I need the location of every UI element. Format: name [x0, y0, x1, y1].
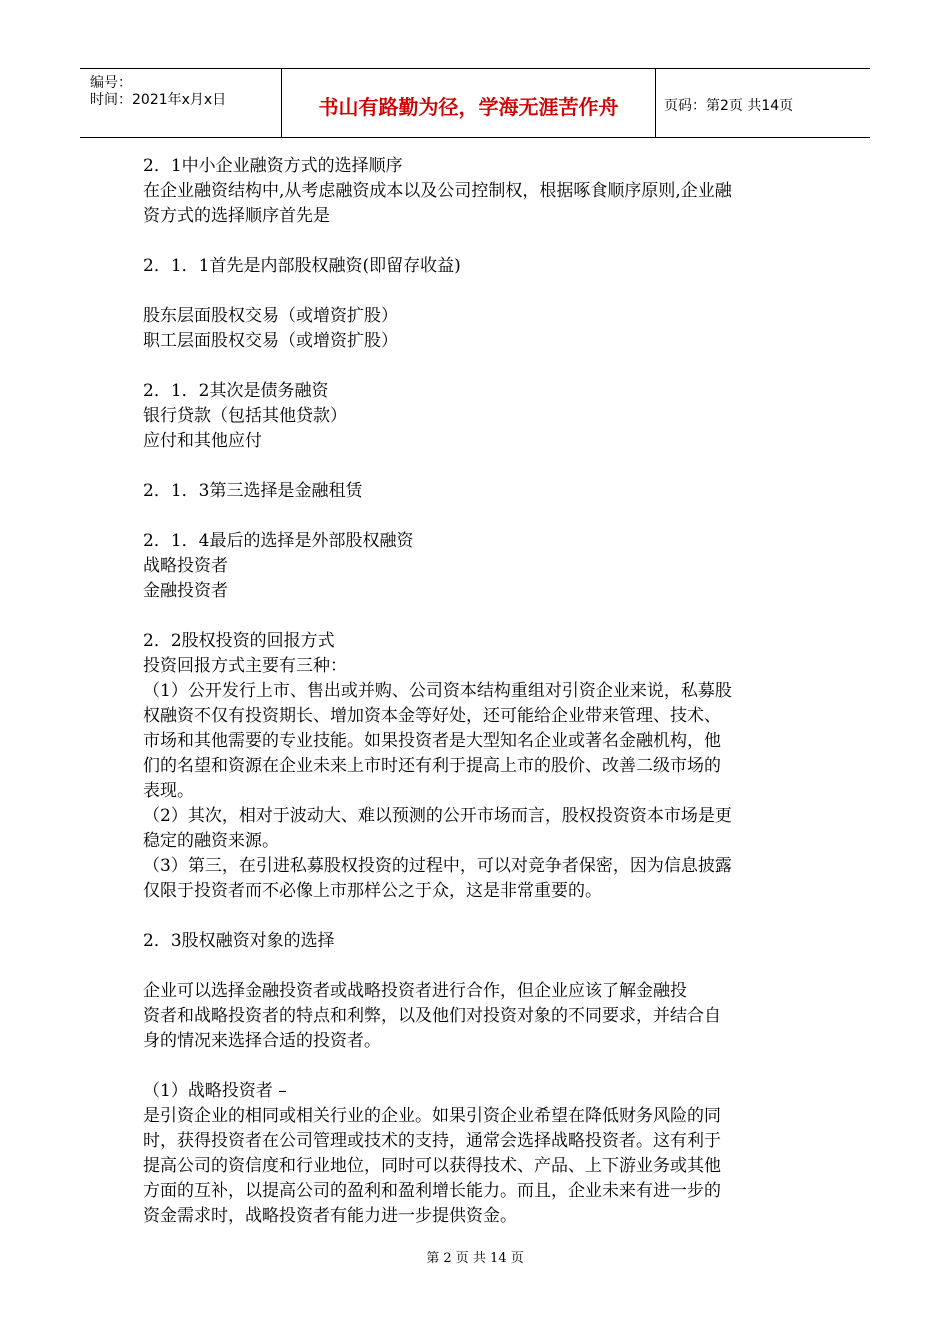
document-number-label: 编号：: [90, 75, 132, 91]
document-time-label: 时间：2021年x月x日: [90, 92, 227, 108]
body-text-line: 股东层面股权交易（或增资扩股）: [143, 306, 398, 326]
body-text-line: 银行贷款（包括其他贷款）: [143, 406, 347, 426]
body-text-line: 2．1中小企业融资方式的选择顺序: [143, 156, 403, 176]
body-text-line: 表现。: [143, 781, 194, 801]
body-text-line: 时，获得投资者在公司管理或技术的支持，通常会选择战略投资者。这有利于: [143, 1131, 721, 1151]
blank-line: [143, 954, 815, 979]
body-text-line: 2．2股权投资的回报方式: [143, 631, 335, 651]
body-text-line: 们的名望和资源在企业未来上市时还有利于提高上市的股价、改善二级市场的: [143, 756, 721, 776]
body-text-line: 提高公司的资信度和行业地位，同时可以获得技术、产品、上下游业务或其他: [143, 1156, 721, 1176]
body-text-line: 稳定的融资来源。: [143, 831, 279, 851]
body-text-line: 在企业融资结构中,从考虑融资成本以及公司控制权，根据啄食顺序原则,企业融: [143, 181, 732, 201]
body-text-line: 是引资企业的相同或相关行业的企业。如果引资企业希望在降低财务风险的同: [143, 1106, 721, 1126]
blank-line: [143, 1054, 815, 1079]
document-body: [143, 154, 815, 1229]
page-footer: 第 2 页 共 14 页: [426, 1251, 524, 1266]
header-motto: 书山有路勤为径，学海无涯苦作舟: [282, 69, 656, 137]
body-text-line: 资方式的选择顺序首先是: [143, 206, 330, 226]
body-text-line: （3）第三，在引进私募股权投资的过程中，可以对竞争者保密，因为信息披露: [143, 856, 732, 876]
body-text-line: 权融资不仅有投资期长、增加资本金等好处，还可能给企业带来管理、技术、: [143, 706, 721, 726]
body-text-line: 2．1．1首先是内部股权融资(即留存收益): [143, 256, 461, 276]
header-meta: [80, 69, 282, 137]
body-text-line: 方面的互补，以提高公司的盈利和盈利增长能力。而且，企业未来有进一步的: [143, 1181, 721, 1201]
body-text-line: 2．3股权融资对象的选择: [143, 931, 335, 951]
body-text-line: 资者和战略投资者的特点和利弊，以及他们对投资对象的不同要求，并结合自: [143, 1006, 721, 1026]
blank-line: [143, 229, 815, 254]
blank-line: [143, 279, 815, 304]
body-text-line: 金融投资者: [143, 581, 228, 601]
blank-line: [143, 904, 815, 929]
body-text-line: （1）公开发行上市、售出或并购、公司资本结构重组对引资企业来说，私募股: [143, 681, 732, 701]
blank-line: [143, 454, 815, 479]
blank-line: [143, 604, 815, 629]
page-header: [80, 68, 870, 138]
body-text-line: （2）其次，相对于波动大、难以预测的公开市场而言，股权投资资本市场是更: [143, 806, 732, 826]
body-text-line: 市场和其他需要的专业技能。如果投资者是大型知名企业或著名金融机构，他: [143, 731, 721, 751]
body-text-line: 2．1．3第三选择是金融租赁: [143, 481, 363, 501]
blank-line: [143, 504, 815, 529]
body-text-line: 应付和其他应付: [143, 431, 262, 451]
body-text-line: （1）战略投资者 –: [143, 1081, 287, 1101]
body-text-line: 2．1．2其次是债务融资: [143, 381, 329, 401]
blank-line: [143, 354, 815, 379]
body-text-line: 战略投资者: [143, 556, 228, 576]
body-text-line: 资金需求时，战略投资者有能力进一步提供资金。: [143, 1206, 517, 1226]
body-text-line: 投资回报方式主要有三种：: [143, 656, 347, 676]
body-text-line: 仅限于投资者而不必像上市那样公之于众，这是非常重要的。: [143, 881, 602, 901]
body-text-line: 2．1．4最后的选择是外部股权融资: [143, 531, 414, 551]
body-text-line: 企业可以选择金融投资者或战略投资者进行合作，但企业应该了解金融投: [143, 981, 687, 1001]
body-text-line: 身的情况来选择合适的投资者。: [143, 1031, 381, 1051]
body-text-line: 职工层面股权交易（或增资扩股）: [143, 331, 398, 351]
header-page-info: 页码：第2页 共14页: [664, 98, 794, 114]
